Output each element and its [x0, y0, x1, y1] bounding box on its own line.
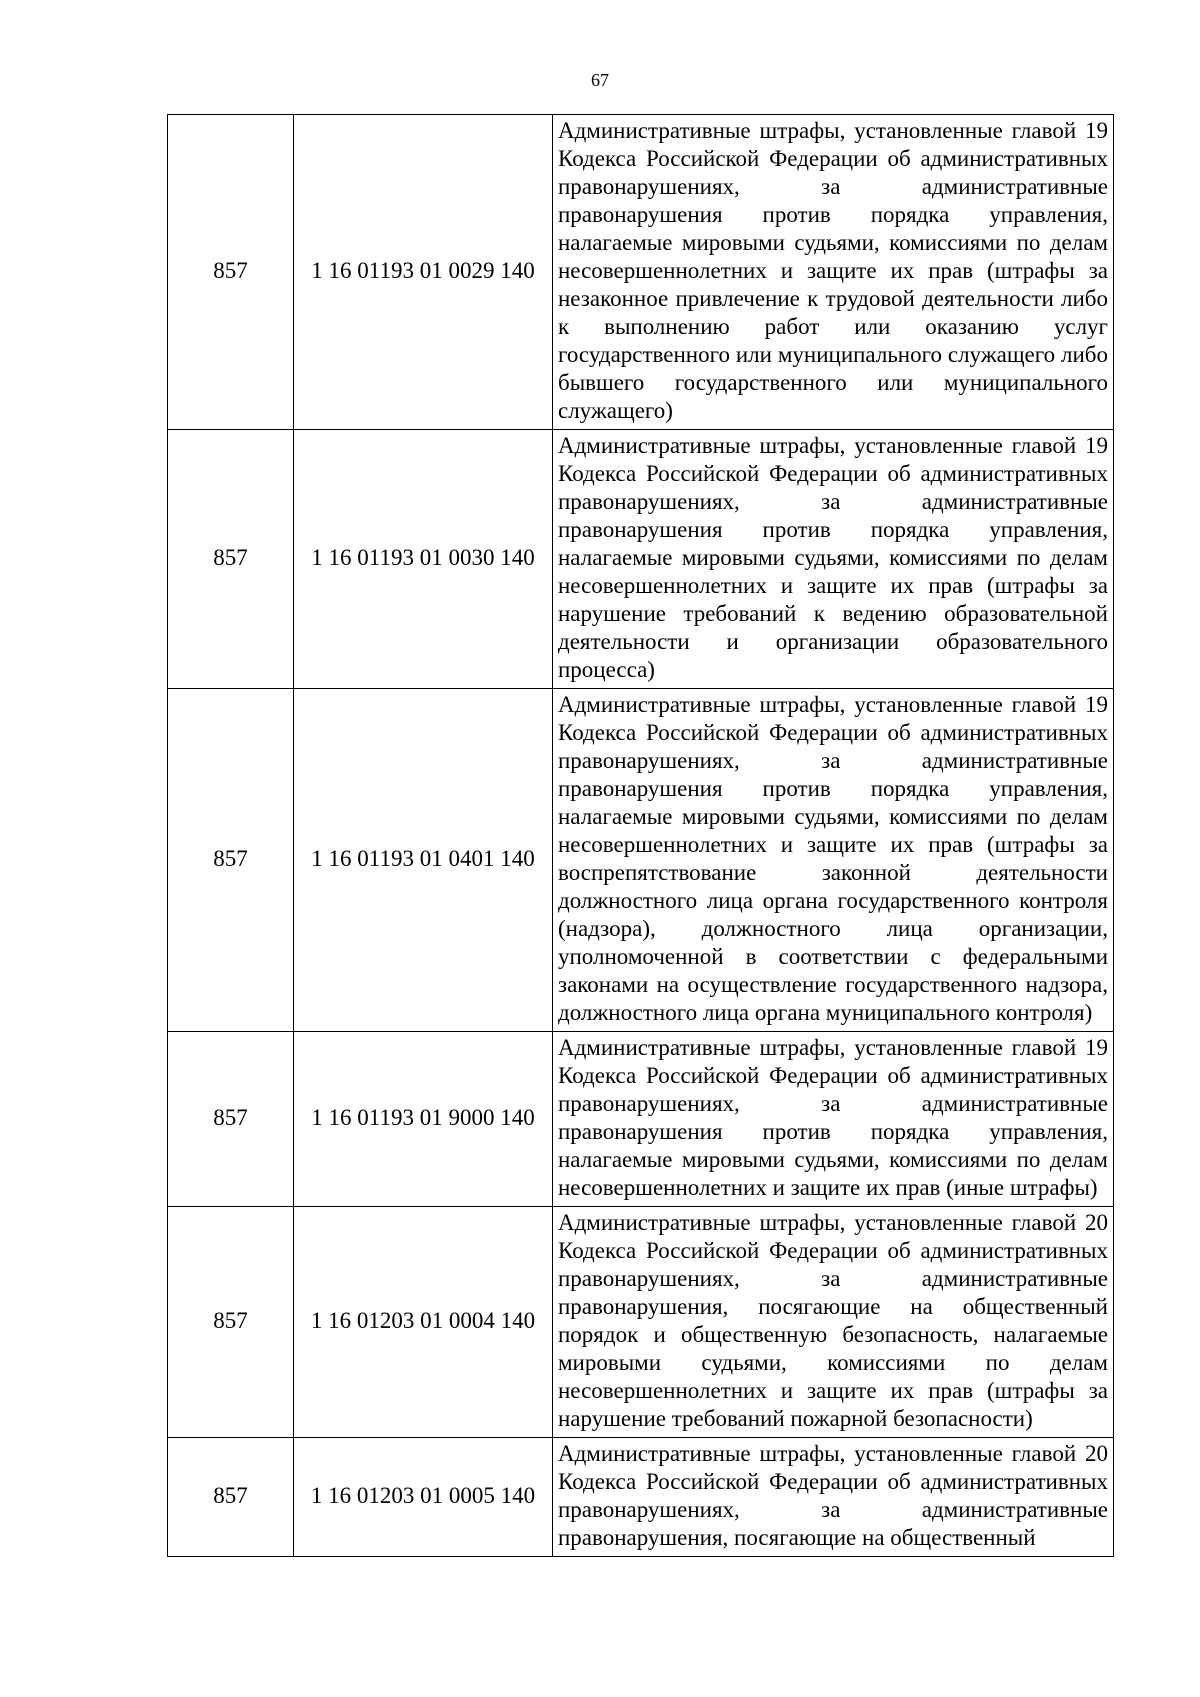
admin-code-cell: 857 — [168, 1438, 294, 1557]
page-number: 67 — [591, 70, 609, 90]
table-row — [168, 430, 1114, 689]
description-cell: Административные штрафы, установленные главой 19 Кодекса Российской Федерации об административных правонарушениях, за административные правонарушения против порядка управления, налагаемые мировыми судьями, комиссиями по делам несовершеннолетних и защите их прав (иные штрафы) — [553, 1032, 1114, 1207]
budget-code-cell: 1 16 01193 01 0029 140 — [294, 115, 553, 430]
description-cell: Административные штрафы, установленные главой 20 Кодекса Российской Федерации об административных правонарушениях, за административные правонарушения, посягающие на общественный порядок и общественную безопасность, налагаемые мировыми судьями, комиссиями по делам несовершеннолетних и защите их прав (штрафы за нарушение требований пожарной безопасности) — [553, 1207, 1114, 1438]
budget-code-cell: 1 16 01193 01 9000 140 — [294, 1032, 553, 1207]
table-row — [168, 1438, 1114, 1557]
admin-code-cell: 857 — [168, 1207, 294, 1438]
table-row — [168, 689, 1114, 1032]
table-row — [168, 115, 1114, 430]
description-cell: Административные штрафы, установленные главой 19 Кодекса Российской Федерации об административных правонарушениях, за административные правонарушения против порядка управления, налагаемые мировыми судьями, комиссиями по делам несовершеннолетних и защите их прав (штрафы за незаконное привлечение к трудовой деятельности либо к выполнению работ или оказанию услуг государственного или муниципального служащего либо бывшего государственного или муниципального служащего) — [553, 115, 1114, 430]
description-cell: Административные штрафы, установленные главой 20 Кодекса Российской Федерации об административных правонарушениях, за административные правонарушения, посягающие на общественный — [553, 1438, 1114, 1557]
admin-code-cell: 857 — [168, 115, 294, 430]
table-row — [168, 1207, 1114, 1438]
table-row — [168, 1032, 1114, 1207]
budget-code-cell: 1 16 01193 01 0030 140 — [294, 430, 553, 689]
budget-code-table — [167, 114, 1114, 1557]
admin-code-cell: 857 — [168, 430, 294, 689]
description-cell: Административные штрафы, установленные главой 19 Кодекса Российской Федерации об административных правонарушениях, за административные правонарушения против порядка управления, налагаемые мировыми судьями, комиссиями по делам несовершеннолетних и защите их прав (штрафы за воспрепятствование законной деятельности должностного лица органа государственного контроля (надзора), должностного лица организации, уполномоченной в соответствии с федеральными законами на осуществление государственного надзора, должностного лица органа муниципального контроля) — [553, 689, 1114, 1032]
budget-code-cell: 1 16 01203 01 0005 140 — [294, 1438, 553, 1557]
admin-code-cell: 857 — [168, 689, 294, 1032]
budget-code-cell: 1 16 01193 01 0401 140 — [294, 689, 553, 1032]
admin-code-cell: 857 — [168, 1032, 294, 1207]
budget-code-cell: 1 16 01203 01 0004 140 — [294, 1207, 553, 1438]
description-cell: Административные штрафы, установленные главой 19 Кодекса Российской Федерации об административных правонарушениях, за административные правонарушения против порядка управления, налагаемые мировыми судьями, комиссиями по делам несовершеннолетних и защите их прав (штрафы за нарушение требований к ведению образовательной деятельности и организации образовательного процесса) — [553, 430, 1114, 689]
